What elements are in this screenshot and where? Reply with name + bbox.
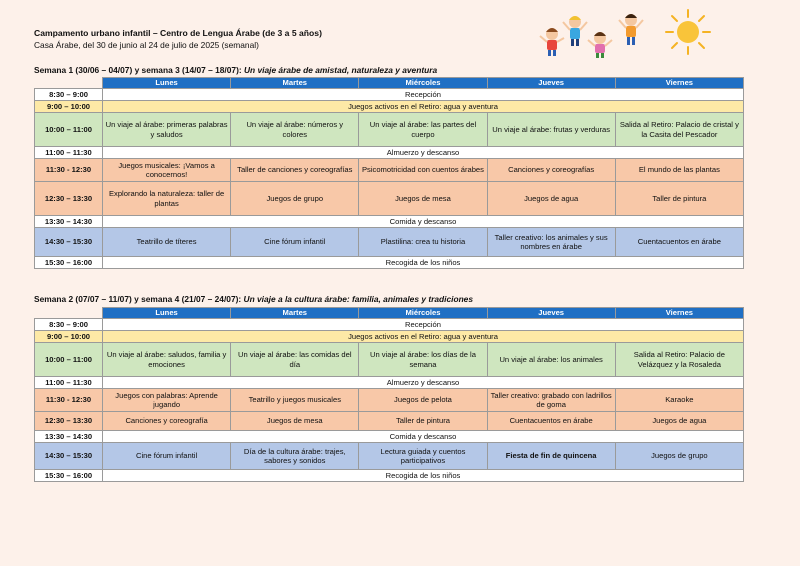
- span-cell: Recepción: [103, 319, 744, 331]
- day-header-miercoles: Miércoles: [359, 78, 487, 89]
- table-row: [35, 113, 744, 147]
- day-header-lunes: Lunes: [103, 78, 231, 89]
- activity-cell: Cine fórum infantil: [231, 228, 359, 257]
- activity-cell: Teatrillo y juegos musicales: [231, 389, 359, 412]
- table-row: [35, 216, 744, 228]
- span-cell: Recepción: [103, 89, 744, 101]
- activity-cell: Un viaje al árabe: saludos, familia y emociones: [103, 343, 231, 377]
- activity-cell: Taller creativo: grabado con ladrillos de goma: [487, 389, 615, 412]
- activity-cell: Psicomotricidad con cuentos árabes: [359, 159, 487, 182]
- header-corner: [35, 308, 103, 319]
- table-row: [35, 331, 744, 343]
- time-cell: 8:30 – 9:00: [35, 89, 103, 101]
- page-header: [34, 28, 322, 51]
- activity-cell: Un viaje al árabe: números y colores: [231, 113, 359, 147]
- time-cell: 13:30 – 14:30: [35, 431, 103, 443]
- activity-cell: Cuentacuentos en árabe: [487, 412, 615, 431]
- table-row: [35, 431, 744, 443]
- activity-cell: Lectura guiada y cuentos participativos: [359, 443, 487, 470]
- table-row: [35, 257, 744, 269]
- child-2: [563, 16, 587, 46]
- time-cell: 8:30 – 9:00: [35, 319, 103, 331]
- span-cell: Recogida de los niños: [103, 257, 744, 269]
- activity-cell: Juegos de grupo: [615, 443, 743, 470]
- week1-heading: [34, 65, 437, 76]
- page-subtitle: Casa Árabe, del 30 de junio al 24 de julio de 2025 (semanal): [34, 40, 259, 50]
- week1-schedule-table: [34, 77, 744, 269]
- time-cell: 11:00 – 11:30: [35, 147, 103, 159]
- week2-theme: Un viaje a la cultura árabe: familia, animales y tradiciones: [243, 294, 473, 304]
- activity-cell: Juegos de mesa: [231, 412, 359, 431]
- activity-cell: Salida al Retiro: Palacio de cristal y la Casita del Pescador: [615, 113, 743, 147]
- time-cell: 11:30 - 12:30: [35, 159, 103, 182]
- day-header-viernes: Viernes: [615, 308, 743, 319]
- time-cell: 12:30 – 13:30: [35, 412, 103, 431]
- span-cell: Almuerzo y descanso: [103, 377, 744, 389]
- span-cell: Comida y descanso: [103, 216, 744, 228]
- table-row: [35, 159, 744, 182]
- activity-cell: Un viaje al árabe: frutas y verduras: [487, 113, 615, 147]
- table-header-row: [35, 308, 744, 319]
- span-cell: Comida y descanso: [103, 431, 744, 443]
- activity-cell: Canciones y coreografía: [103, 412, 231, 431]
- table-row: [35, 389, 744, 412]
- activity-cell: Un viaje al árabe: las partes del cuerpo: [359, 113, 487, 147]
- day-header-viernes: Viernes: [615, 78, 743, 89]
- activity-cell: Juegos de grupo: [231, 182, 359, 216]
- activity-cell: Un viaje al árabe: los días de la semana: [359, 343, 487, 377]
- activity-cell: Cine fórum infantil: [103, 443, 231, 470]
- week2-heading: [34, 294, 473, 305]
- child-1: [540, 28, 564, 56]
- activity-cell: Juegos musicales: ¡Vamos a conocernos!: [103, 159, 231, 182]
- span-cell: Juegos activos en el Retiro: agua y aventura: [103, 101, 744, 113]
- day-header-martes: Martes: [231, 308, 359, 319]
- table-row: [35, 89, 744, 101]
- activity-cell: Un viaje al árabe: los animales: [487, 343, 615, 377]
- time-cell: 12:30 – 13:30: [35, 182, 103, 216]
- activity-cell: Salida al Retiro: Palacio de Velázquez y la Rosaleda: [615, 343, 743, 377]
- activity-cell: Cuentacuentos en árabe: [615, 228, 743, 257]
- table-row: [35, 182, 744, 216]
- time-cell: 11:30 - 12:30: [35, 389, 103, 412]
- activity-cell: Juegos de agua: [615, 412, 743, 431]
- activity-cell: Taller de canciones y coreografías: [231, 159, 359, 182]
- time-cell: 14:30 – 15:30: [35, 228, 103, 257]
- table-row: [35, 147, 744, 159]
- table-row: [35, 101, 744, 113]
- activity-cell: Un viaje al árabe: las comidas del día: [231, 343, 359, 377]
- activity-cell: Canciones y coreografías: [487, 159, 615, 182]
- page-title: Campamento urbano infantil – Centro de Lengua Árabe (de 3 a 5 años): [34, 28, 322, 38]
- time-cell: 15:30 – 16:00: [35, 470, 103, 482]
- table-row: [35, 443, 744, 470]
- activity-cell: Taller creativo: los animales y sus nombres en árabe: [487, 228, 615, 257]
- day-header-lunes: Lunes: [103, 308, 231, 319]
- time-cell: 14:30 – 15:30: [35, 443, 103, 470]
- table-row: [35, 343, 744, 377]
- day-header-jueves: Jueves: [487, 308, 615, 319]
- week1-theme: Un viaje árabe de amistad, naturaleza y aventura: [243, 65, 438, 75]
- day-header-martes: Martes: [231, 78, 359, 89]
- time-cell: 9:00 – 10:00: [35, 331, 103, 343]
- header-corner: [35, 78, 103, 89]
- table-row: [35, 228, 744, 257]
- activity-cell: Juegos de pelota: [359, 389, 487, 412]
- table-row: [35, 470, 744, 482]
- table-row: [35, 412, 744, 431]
- child-3: [588, 32, 612, 58]
- week2-dates: Semana 2 (07/07 – 11/07) y semana 4 (21/07 – 24/07):: [34, 294, 242, 304]
- activity-cell: Plastilina: crea tu historia: [359, 228, 487, 257]
- time-cell: 10:00 – 11:00: [35, 343, 103, 377]
- week2-schedule-table: [34, 307, 744, 482]
- activity-cell: Día de la cultura árabe: trajes, sabores y sonidos: [231, 443, 359, 470]
- table-header-row: [35, 78, 744, 89]
- activity-cell: Explorando la naturaleza: taller de plantas: [103, 182, 231, 216]
- week1-dates: Semana 1 (30/06 – 04/07) y semana 3 (14/07 – 18/07):: [34, 65, 242, 75]
- sun-icon: [664, 8, 712, 56]
- child-4: [619, 14, 643, 45]
- span-cell: Juegos activos en el Retiro: agua y aventura: [103, 331, 744, 343]
- day-header-miercoles: Miércoles: [359, 308, 487, 319]
- span-cell: Recogida de los niños: [103, 470, 744, 482]
- activity-cell: El mundo de las plantas: [615, 159, 743, 182]
- activity-cell: Taller de pintura: [615, 182, 743, 216]
- time-cell: 15:30 – 16:00: [35, 257, 103, 269]
- activity-cell: Juegos de agua: [487, 182, 615, 216]
- activity-cell: Teatrillo de títeres: [103, 228, 231, 257]
- activity-cell: Fiesta de fin de quincena: [487, 443, 615, 470]
- time-cell: 13:30 – 14:30: [35, 216, 103, 228]
- activity-cell: Un viaje al árabe: primeras palabras y saludos: [103, 113, 231, 147]
- activity-cell: Taller de pintura: [359, 412, 487, 431]
- time-cell: 9:00 – 10:00: [35, 101, 103, 113]
- span-cell: Almuerzo y descanso: [103, 147, 744, 159]
- activity-cell: Juegos de mesa: [359, 182, 487, 216]
- time-cell: 10:00 – 11:00: [35, 113, 103, 147]
- table-row: [35, 377, 744, 389]
- table-row: [35, 319, 744, 331]
- activity-cell: Karaoke: [615, 389, 743, 412]
- day-header-jueves: Jueves: [487, 78, 615, 89]
- activity-cell: Juegos con palabras: Aprende jugando: [103, 389, 231, 412]
- time-cell: 11:00 – 11:30: [35, 377, 103, 389]
